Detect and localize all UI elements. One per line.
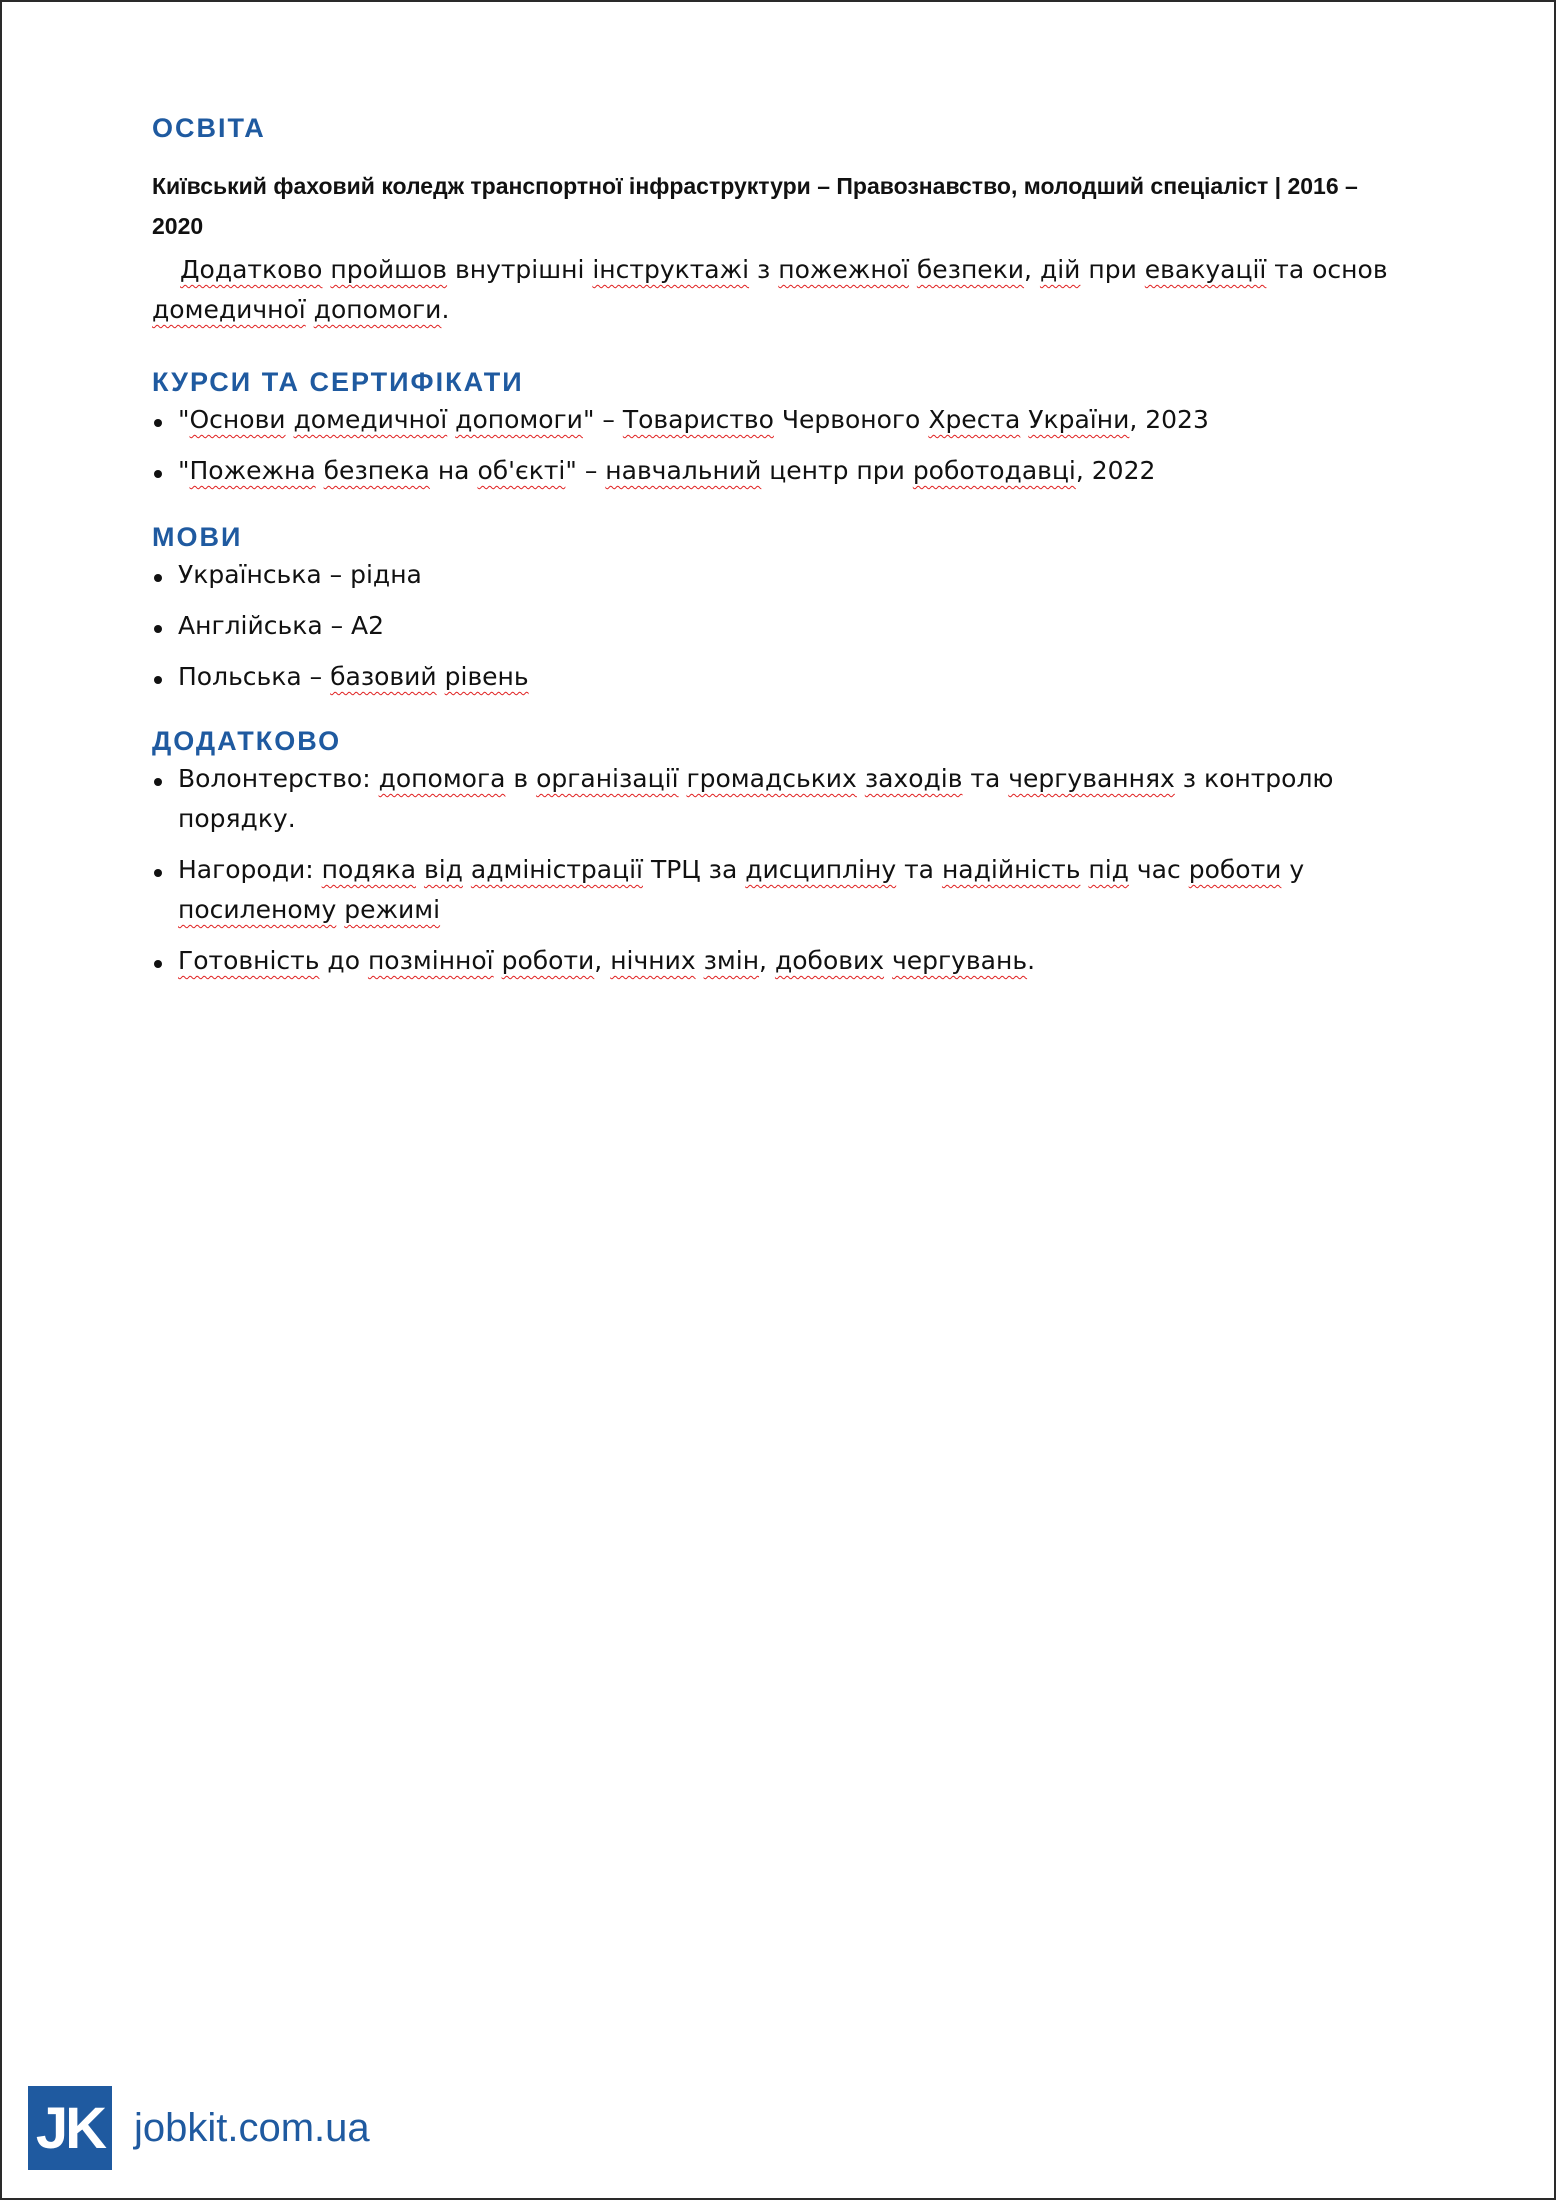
list-item	[152, 400, 1402, 440]
text-run: змін	[703, 946, 760, 975]
text-run	[306, 295, 314, 324]
text-run: роботодавці	[912, 456, 1076, 485]
text-run: пройшов	[330, 255, 448, 284]
courses-section	[152, 364, 1402, 491]
jobkit-site-link[interactable]: jobkit.com.ua	[134, 2105, 370, 2150]
text-run: Польська –	[178, 662, 331, 691]
text-run	[316, 456, 324, 485]
text-run: посиленому	[178, 895, 337, 924]
list-item	[152, 941, 1402, 981]
text-run: базовий	[330, 662, 437, 691]
text-run: пожежної	[778, 255, 909, 284]
text-run: безпека	[323, 456, 430, 485]
text-run: Хреста	[928, 405, 1021, 434]
text-run: ,	[1024, 255, 1040, 284]
text-run: ТРЦ за	[643, 855, 746, 884]
text-run: Пожежна	[189, 456, 316, 485]
jobkit-logo: JK	[28, 2086, 112, 2170]
footer-branding	[28, 2086, 370, 2170]
text-run: чергувань	[891, 946, 1028, 975]
text-run: центр при	[761, 456, 913, 485]
text-run: "	[178, 405, 190, 434]
text-run: Готовність	[178, 946, 320, 975]
list-item	[152, 451, 1402, 491]
text-run: об'єкті	[477, 456, 566, 485]
list-item	[152, 759, 1402, 839]
extra-section	[152, 723, 1402, 981]
text-run	[437, 662, 445, 691]
languages-section	[152, 519, 1402, 697]
list-item	[152, 657, 1402, 697]
section-heading-languages: МОВИ	[152, 522, 243, 552]
text-run: дисципліну	[745, 855, 897, 884]
text-run: надійність	[941, 855, 1081, 884]
text-run	[857, 764, 865, 793]
text-run: " –	[582, 405, 623, 434]
text-run: на	[429, 456, 478, 485]
text-run: подяка	[321, 855, 417, 884]
text-run	[463, 855, 471, 884]
text-run: Українська – рідна	[178, 560, 422, 589]
text-run: ,	[759, 946, 775, 975]
text-run: " –	[565, 456, 606, 485]
text-run: допомоги	[313, 295, 442, 324]
text-run: при	[1080, 255, 1145, 284]
text-run: з контролю порядку.	[178, 764, 1334, 833]
text-run	[416, 855, 424, 884]
text-run: інструктажі	[592, 255, 750, 284]
text-run: позмінної	[367, 946, 494, 975]
text-run: навчальний	[605, 456, 762, 485]
section-heading-courses: КУРСИ ТА СЕРТИФІКАТИ	[152, 367, 524, 397]
extra-list	[152, 759, 1402, 981]
text-run: роботи	[1188, 855, 1282, 884]
text-run	[909, 255, 917, 284]
text-run: громадських	[686, 764, 857, 793]
resume-content	[152, 110, 1402, 992]
text-run	[447, 405, 455, 434]
text-run: під	[1088, 855, 1129, 884]
text-run: організації	[536, 764, 679, 793]
list-item	[152, 606, 1402, 646]
text-run: України	[1028, 405, 1130, 434]
text-run: "	[178, 456, 190, 485]
text-run: від	[423, 855, 463, 884]
text-run: в	[505, 764, 537, 793]
text-run: добових	[774, 946, 885, 975]
text-run: дій	[1039, 255, 1081, 284]
text-run: час	[1128, 855, 1189, 884]
text-run: рівень	[444, 662, 529, 691]
text-run	[494, 946, 502, 975]
text-run: та основ	[1266, 255, 1388, 284]
courses-list	[152, 400, 1402, 491]
text-run: та	[896, 855, 942, 884]
text-run: .	[1027, 946, 1036, 975]
text-run: нічних	[610, 946, 696, 975]
text-run	[286, 405, 294, 434]
text-run: до	[319, 946, 368, 975]
section-heading-education: ОСВІТА	[152, 113, 266, 143]
text-run: Нагороди:	[178, 855, 322, 884]
text-run: Основи	[189, 405, 286, 434]
text-run: евакуації	[1144, 255, 1267, 284]
text-run: адміністрації	[470, 855, 643, 884]
text-run: Волонтерство:	[178, 764, 379, 793]
text-run: домедичної	[293, 405, 448, 434]
text-run: , 2023	[1129, 405, 1209, 434]
education-entry-title: Київський фаховий коледж транспортної інфраструктури – Правознавство, молодший спеціаліст | 2016 – 2020	[152, 173, 1358, 239]
text-run: , 2022	[1075, 456, 1156, 485]
text-run: у	[1281, 855, 1305, 884]
text-run: внутрішні	[447, 255, 593, 284]
text-run: Англійська – А2	[178, 611, 385, 640]
section-heading-extra: ДОДАТКОВО	[152, 726, 342, 756]
text-run: домедичної	[152, 295, 306, 324]
text-run: Червоного	[773, 405, 929, 434]
text-run: з	[749, 255, 779, 284]
languages-list	[152, 555, 1402, 697]
text-run: заходів	[864, 764, 963, 793]
text-run: допомога	[378, 764, 506, 793]
list-item	[152, 555, 1402, 595]
text-run: ,	[594, 946, 611, 975]
text-run: допомоги	[455, 405, 583, 434]
education-entry-description	[152, 250, 1402, 330]
text-run	[696, 946, 704, 975]
text-run: Додатково	[180, 255, 323, 284]
text-run: роботи	[501, 946, 595, 975]
text-run: чергуваннях	[1008, 764, 1175, 793]
text-run: Товариство	[622, 405, 774, 434]
text-run: .	[441, 295, 450, 324]
text-run: та	[962, 764, 1009, 793]
list-item	[152, 850, 1402, 930]
text-run	[884, 946, 892, 975]
education-section	[152, 110, 1402, 330]
text-run: режимі	[344, 895, 441, 924]
text-run: безпеки	[916, 255, 1025, 284]
